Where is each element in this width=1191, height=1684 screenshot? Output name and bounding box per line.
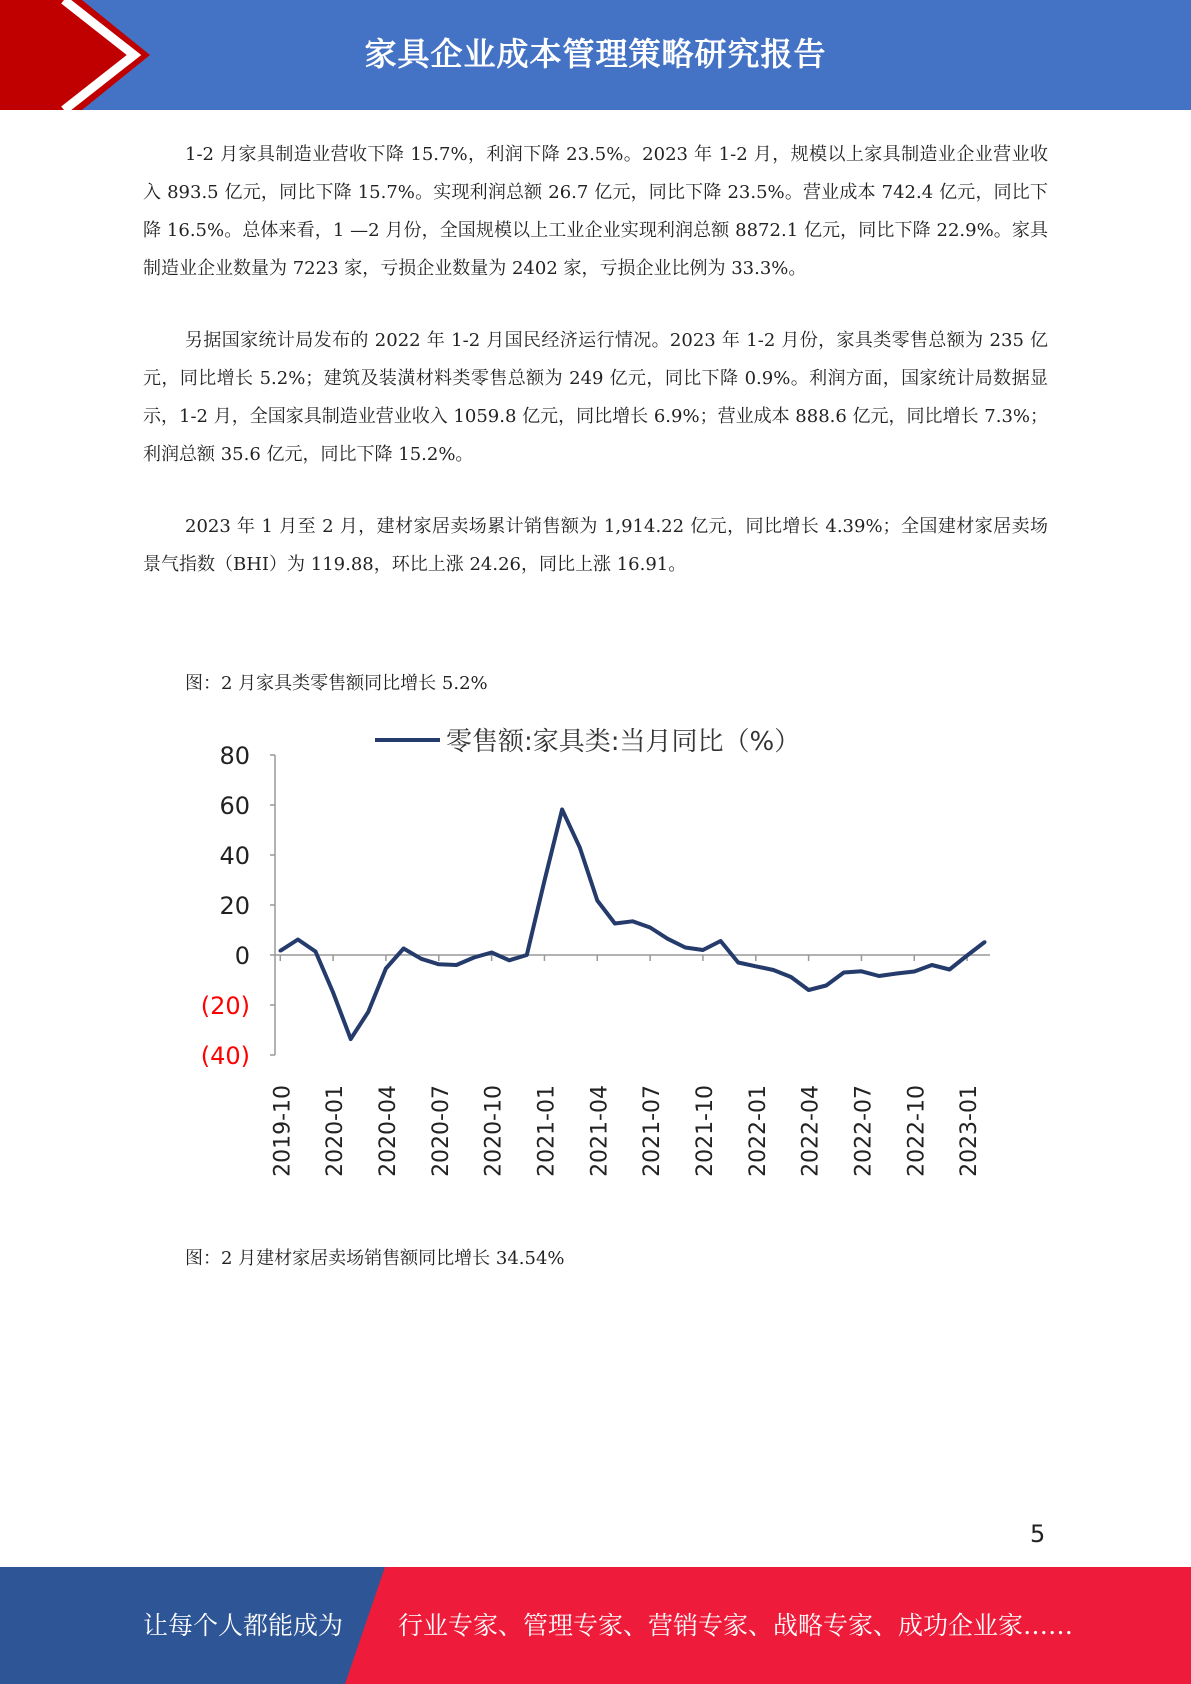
data-point [525,953,529,957]
footer-slogan-right: 行业专家、管理专家、营销专家、战略专家、成功企业家…… [398,1611,1074,1640]
x-tick-label: 2022-04 [798,1085,824,1177]
x-tick-label: 2022-01 [745,1085,771,1177]
data-point [402,947,406,951]
data-point [278,949,282,953]
y-tick-label: 0 [234,942,250,970]
data-point [754,964,758,968]
data-point [367,1010,371,1014]
footer-slogan-left: 让每个人都能成为 [143,1611,344,1640]
data-point [384,967,388,971]
data-point [842,971,846,975]
data-point [948,968,952,972]
data-point [912,970,916,974]
y-tick-label: 80 [219,742,250,770]
data-point [719,939,723,943]
data-point [772,968,776,972]
x-tick-label: 2021-01 [534,1085,560,1177]
data-point [648,926,652,930]
figure-1-caption: 图：2 月家具类零售额同比增长 5.2% [185,673,488,694]
series-line-furniture-retail-yoy [280,810,984,1040]
x-tick-label: 2022-10 [904,1085,930,1177]
page-number: 5 [1030,1520,1046,1548]
data-point [595,899,599,903]
body-text [143,136,1048,618]
data-point [314,950,318,954]
data-point [789,975,793,979]
page-header [0,0,1191,110]
data-point [613,922,617,926]
data-point [472,956,476,960]
data-point [543,879,547,883]
x-tick-label: 2020-04 [375,1085,401,1177]
data-point [419,957,423,961]
retail-yoy-line-chart [170,710,1020,1210]
x-tick-label: 2021-10 [692,1085,718,1177]
y-tick-label: 60 [219,792,250,820]
paragraph-1: 1-2 月家具制造业营收下降 15.7%，利润下降 23.5%。2023 年 1-2 月，规模以上家具制造业企业营业收入 893.5 亿元，同比下降 15.7%。实现利润总额 26.7 亿元，同比下降 23.5%。营业成本 742.4 亿元，同比下降 16.5%。总体来看，1 —2 月份，全国规模以上工业企业实现利润总额 8872.1 亿元，同比下降 22.9%。家具制造业企业数量为 7223 家，亏损企业数量为 2402 家，亏损企业比例为 33.3%。 [143,144,1048,279]
data-point [490,951,494,955]
x-tick-label: 2021-07 [640,1085,666,1177]
figure-2-caption: 图：2 月建材家居卖场销售额同比增长 34.54% [185,1248,565,1269]
x-tick-label: 2020-01 [323,1085,349,1177]
data-point [455,963,459,967]
x-tick-label: 2020-10 [481,1085,507,1177]
data-point [666,937,670,941]
data-point [895,972,899,976]
data-point [965,954,969,958]
data-point [631,919,635,923]
data-point [736,961,740,965]
data-point [437,962,441,966]
legend-label: 零售额:家具类:当月同比（%） [446,727,801,757]
x-tick-label: 2020-07 [428,1085,454,1177]
x-tick-label: 2023-01 [957,1085,983,1177]
x-tick-label: 2019-10 [270,1085,296,1177]
report-title: 家具企业成本管理策略研究报告 [364,35,827,73]
data-point [983,940,987,944]
y-tick-label: 40 [219,842,250,870]
data-point [331,991,335,995]
x-tick-label: 2021-04 [587,1085,613,1177]
y-tick-label: 20 [219,892,250,920]
data-point [824,984,828,988]
data-point [860,969,864,973]
data-point [507,958,511,962]
data-point [560,808,564,812]
data-point [578,845,582,849]
data-point [930,963,934,967]
chart-svg [170,710,1020,1210]
paragraph-2: 另据国家统计局发布的 2022 年 1-2 月国民经济运行情况。2023 年 1-2 月份，家具类零售总额为 235 亿元，同比增长 5.2%；建筑及装潢材料类零售总额为 249 亿元，同比下降 0.9%。利润方面，国家统计局数据显示，1-2 月，全国家具制造业营业收入 1059.8 亿元，同比增长 6.9%；营业成本 888.6 亿元，同比增长 7.3%；利润总额 35.6 亿元，同比下降 15.2%。 [143,330,1049,465]
y-tick-label: (20) [200,992,250,1020]
data-point [807,988,811,992]
data-point [349,1037,353,1041]
data-point [877,974,881,978]
page-footer [0,1567,1191,1684]
data-point [701,948,705,952]
paragraph-3: 2023 年 1 月至 2 月，建材家居卖场累计销售额为 1,914.22 亿元，同比增长 4.39%；全国建材家居卖场景气指数（BHI）为 119.88，环比上涨 24.26，同比上涨 16.91。 [143,516,1048,575]
x-tick-label: 2022-07 [851,1085,877,1177]
data-point [296,938,300,942]
data-point [684,946,688,950]
y-tick-label: (40) [200,1042,250,1070]
